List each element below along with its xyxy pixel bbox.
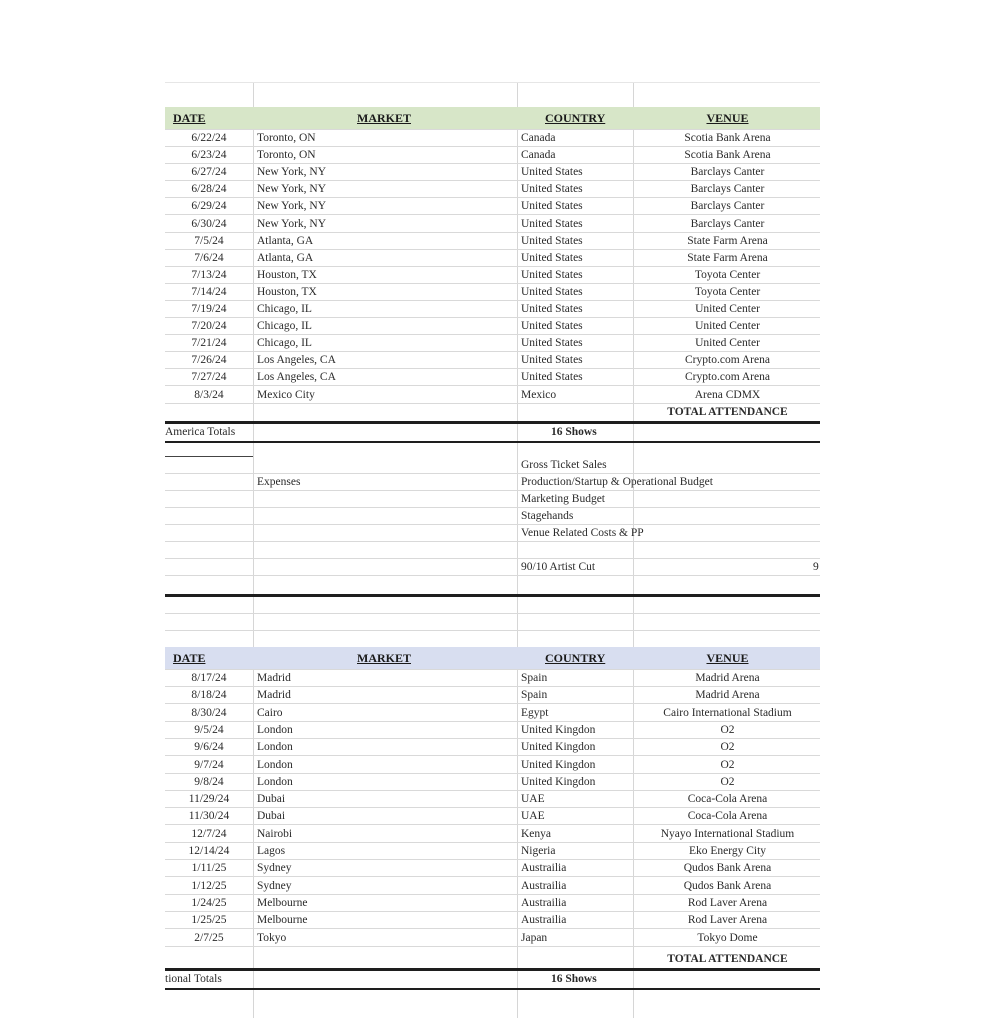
date-cell: 7/6/24 [194,251,224,264]
market-cell: Dubai [257,793,286,806]
market-cell: London [257,741,293,754]
date-cell: 9/8/24 [194,775,224,788]
table-row [165,930,820,947]
table-row [165,860,820,877]
market-cell: Cairo [257,706,283,719]
venue-cell: Barclays Canter [690,200,765,213]
table-row [165,147,820,164]
date-cell: 6/27/24 [191,166,227,179]
date-cell: 1/12/25 [191,879,227,892]
country-cell: United States [521,320,583,333]
country-cell: Mexico [521,388,557,401]
country-cell: Canada [521,132,556,144]
venue-cell: Crypto.com Arena [685,371,770,384]
totals-label: tional Totals [165,973,222,985]
table-row [165,164,820,181]
country-cell: Canada [521,149,556,162]
shows-count: 16 Shows [551,426,597,438]
country-cell: UAE [521,793,545,806]
venue-cell: Scotia Bank Arena [684,132,771,144]
expense-row [165,457,820,474]
header-venue: VENUE [706,651,749,665]
header-market: MARKET [357,111,411,125]
market-cell: Sydney [257,862,292,875]
table-row [165,757,820,774]
country-cell: Spain [521,672,548,684]
date-cell: 7/20/24 [191,320,227,333]
country-cell: United States [521,200,583,213]
table-row [165,912,820,929]
table-row [165,895,820,912]
table1-totals-underline [165,441,820,443]
market-cell: Los Angeles, CA [257,354,336,367]
expense-venue-costs: Venue Related Costs & PP [521,527,644,539]
venue-cell: Toyota Center [694,285,761,298]
venue-cell: Tokyo Dome [697,931,758,944]
market-cell: Lagos [257,845,286,857]
market-cell: New York, NY [257,166,327,179]
date-cell: 6/28/24 [191,183,227,196]
total-attendance-label: TOTAL ATTENDANCE [667,406,788,418]
table1-header [165,107,820,130]
date-cell: 8/18/24 [191,689,227,702]
country-cell: United States [521,371,583,384]
table1-totals-row [165,424,820,442]
venue-cell: Cairo International Stadium [663,706,792,719]
market-cell: Toronto, ON [257,132,316,144]
date-cell: 7/26/24 [191,354,227,367]
country-cell: United States [521,268,583,281]
market-cell: Madrid [257,689,291,702]
venue-cell: Madrid Arena [695,672,760,684]
country-cell: United Kingdon [521,758,596,771]
country-cell: United Kingdon [521,741,596,754]
date-cell: 1/25/25 [191,914,227,927]
country-cell: United Kingdon [521,775,596,788]
venue-cell: Rod Laver Arena [687,896,768,909]
market-cell: Melbourne [257,914,308,927]
market-cell: Sydney [257,879,292,892]
table-row [165,267,820,284]
date-cell: 9/6/24 [194,741,224,754]
table2-totals-underline [165,988,820,990]
country-cell: Japan [521,931,548,944]
date-cell: 11/30/24 [188,810,230,823]
table-row [165,843,820,860]
spacer-row [165,614,820,631]
date-cell: 7/19/24 [191,303,227,315]
table1-total-attendance-row [165,404,820,421]
table-row [165,808,820,825]
table-row [165,284,820,301]
header-venue: VENUE [706,111,749,125]
table-row [165,301,820,318]
table-row [165,739,820,756]
country-cell: United States [521,166,583,179]
spacer-row [165,597,820,614]
country-cell: Spain [521,689,548,702]
venue-cell: Scotia Bank Arena [684,149,771,162]
market-cell: Nairobi [257,827,293,840]
market-cell: Chicago, IL [257,303,312,315]
venue-cell: State Farm Arena [687,251,768,264]
table-row [165,198,820,215]
total-attendance-label: TOTAL ATTENDANCE [667,953,788,965]
date-cell: 12/14/24 [188,845,230,857]
venue-cell: Arena CDMX [694,388,761,401]
expense-row [165,491,820,508]
artist-cut-label: 90/10 Artist Cut [521,561,596,573]
market-cell: Los Angeles, CA [257,371,336,384]
header-date: DATE [173,111,206,125]
country-cell: United States [521,354,583,367]
market-cell: New York, NY [257,183,327,196]
date-cell: 8/3/24 [194,388,224,401]
venue-cell: Toyota Center [694,268,761,281]
venue-cell: O2 [720,775,735,788]
table-row [165,791,820,808]
country-cell: Nigeria [521,845,556,857]
market-cell: London [257,758,293,771]
country-cell: United Kingdon [521,723,596,736]
venue-cell: O2 [720,758,735,771]
date-cell: 6/22/24 [191,132,227,144]
date-cell: 9/5/24 [194,723,224,736]
market-cell: Atlanta, GA [257,251,314,264]
date-cell: 6/23/24 [191,149,227,162]
market-cell: London [257,775,293,788]
table-row [165,722,820,739]
header-date: DATE [173,651,206,665]
date-cell: 9/7/24 [194,758,224,771]
expense-row [165,525,820,542]
header-country: COUNTRY [545,651,606,665]
date-cell: 1/11/25 [191,862,227,875]
market-cell: London [257,723,293,736]
table-row [165,181,820,198]
date-cell: 7/13/24 [191,268,227,281]
date-cell: 7/27/24 [191,371,227,384]
expenses-label: Expenses [257,476,301,488]
market-cell: Mexico City [257,388,315,401]
country-cell: Egypt [521,706,549,719]
venue-cell: Rod Laver Arena [687,914,768,927]
country-cell: UAE [521,810,545,823]
table2-total-attendance-row [165,951,820,968]
market-cell: Dubai [257,810,286,823]
market-cell: Toronto, ON [257,149,316,162]
expense-row [165,508,820,525]
venue-cell: Nyayo International Stadium [660,827,795,840]
table-row [165,670,820,687]
venue-cell: State Farm Arena [687,234,768,247]
table2-header [165,647,820,670]
market-cell: Tokyo [257,931,287,944]
country-cell: United States [521,217,583,230]
table2-totals-row [165,971,820,989]
market-cell: Madrid [257,672,291,684]
date-cell: 12/7/24 [191,827,227,840]
country-cell: United States [521,234,583,247]
date-cell: 8/30/24 [191,706,227,719]
expense-row [165,542,820,559]
expense-production: Production/Startup & Operational Budget [521,476,713,488]
country-cell: United States [521,251,583,264]
market-cell: Houston, TX [257,268,317,281]
artist-cut-row [165,559,820,576]
country-cell: Austrailia [521,862,567,875]
table-row [165,318,820,335]
table-row [165,352,820,369]
table-row [165,387,820,404]
totals-label: America Totals [165,426,236,438]
date-cell: 7/5/24 [194,234,224,247]
venue-cell: Crypto.com Arena [685,354,770,367]
expense-marketing: Marketing Budget [521,493,605,505]
country-cell: Austrailia [521,914,567,927]
market-cell: New York, NY [257,200,327,213]
expense-row [165,474,820,491]
market-cell: Chicago, IL [257,337,312,350]
market-cell: Atlanta, GA [257,234,314,247]
venue-cell: United Center [695,320,760,333]
country-cell: United States [521,183,583,196]
expense-stagehands: Stagehands [521,510,574,522]
date-cell: 7/21/24 [191,337,227,350]
venue-cell: Madrid Arena [695,689,760,702]
table-row [165,216,820,233]
venue-cell: Coca-Cola Arena [687,810,768,823]
header-country: COUNTRY [545,111,606,125]
venue-cell: Coca-Cola Arena [687,793,768,806]
country-cell: United States [521,285,583,298]
table-row [165,335,820,352]
market-cell: Chicago, IL [257,320,312,333]
date-cell: 8/17/24 [191,672,227,684]
venue-cell: O2 [720,723,735,736]
table-row [165,130,820,147]
country-cell: Austrailia [521,879,567,892]
country-cell: United States [521,337,583,350]
venue-cell: Qudos Bank Arena [683,879,772,892]
shows-count: 16 Shows [551,973,597,985]
venue-cell: United Center [695,303,760,315]
venue-cell: Qudos Bank Arena [683,862,772,875]
market-cell: Houston, TX [257,285,317,298]
spreadsheet [165,82,820,1018]
country-cell: Kenya [521,827,552,840]
venue-cell: O2 [720,741,735,754]
date-cell: 11/29/24 [188,793,230,806]
country-cell: Austrailia [521,896,567,909]
table-row [165,250,820,267]
table-row [165,826,820,843]
venue-cell: United Center [695,337,760,350]
spacer-row [165,631,820,648]
table-row [165,687,820,704]
date-cell: 1/24/25 [191,896,227,909]
date-cell: 2/7/25 [194,931,224,944]
market-cell: New York, NY [257,217,327,230]
artist-cut-fragment: 9 [813,561,819,573]
table-row [165,705,820,722]
table-row [165,878,820,895]
table-row [165,774,820,791]
date-cell: 7/14/24 [191,285,227,298]
venue-cell: Eko Energy City [688,845,767,857]
venue-cell: Barclays Canter [690,217,765,230]
date-cell: 6/29/24 [191,200,227,213]
table-row [165,233,820,250]
venue-cell: Barclays Canter [690,183,765,196]
country-cell: United States [521,303,583,315]
date-cell: 6/30/24 [191,217,227,230]
header-market: MARKET [357,651,411,665]
expense-gross-ticket-sales: Gross Ticket Sales [521,459,607,471]
market-cell: Melbourne [257,896,308,909]
table-row [165,369,820,386]
venue-cell: Barclays Canter [690,166,765,179]
